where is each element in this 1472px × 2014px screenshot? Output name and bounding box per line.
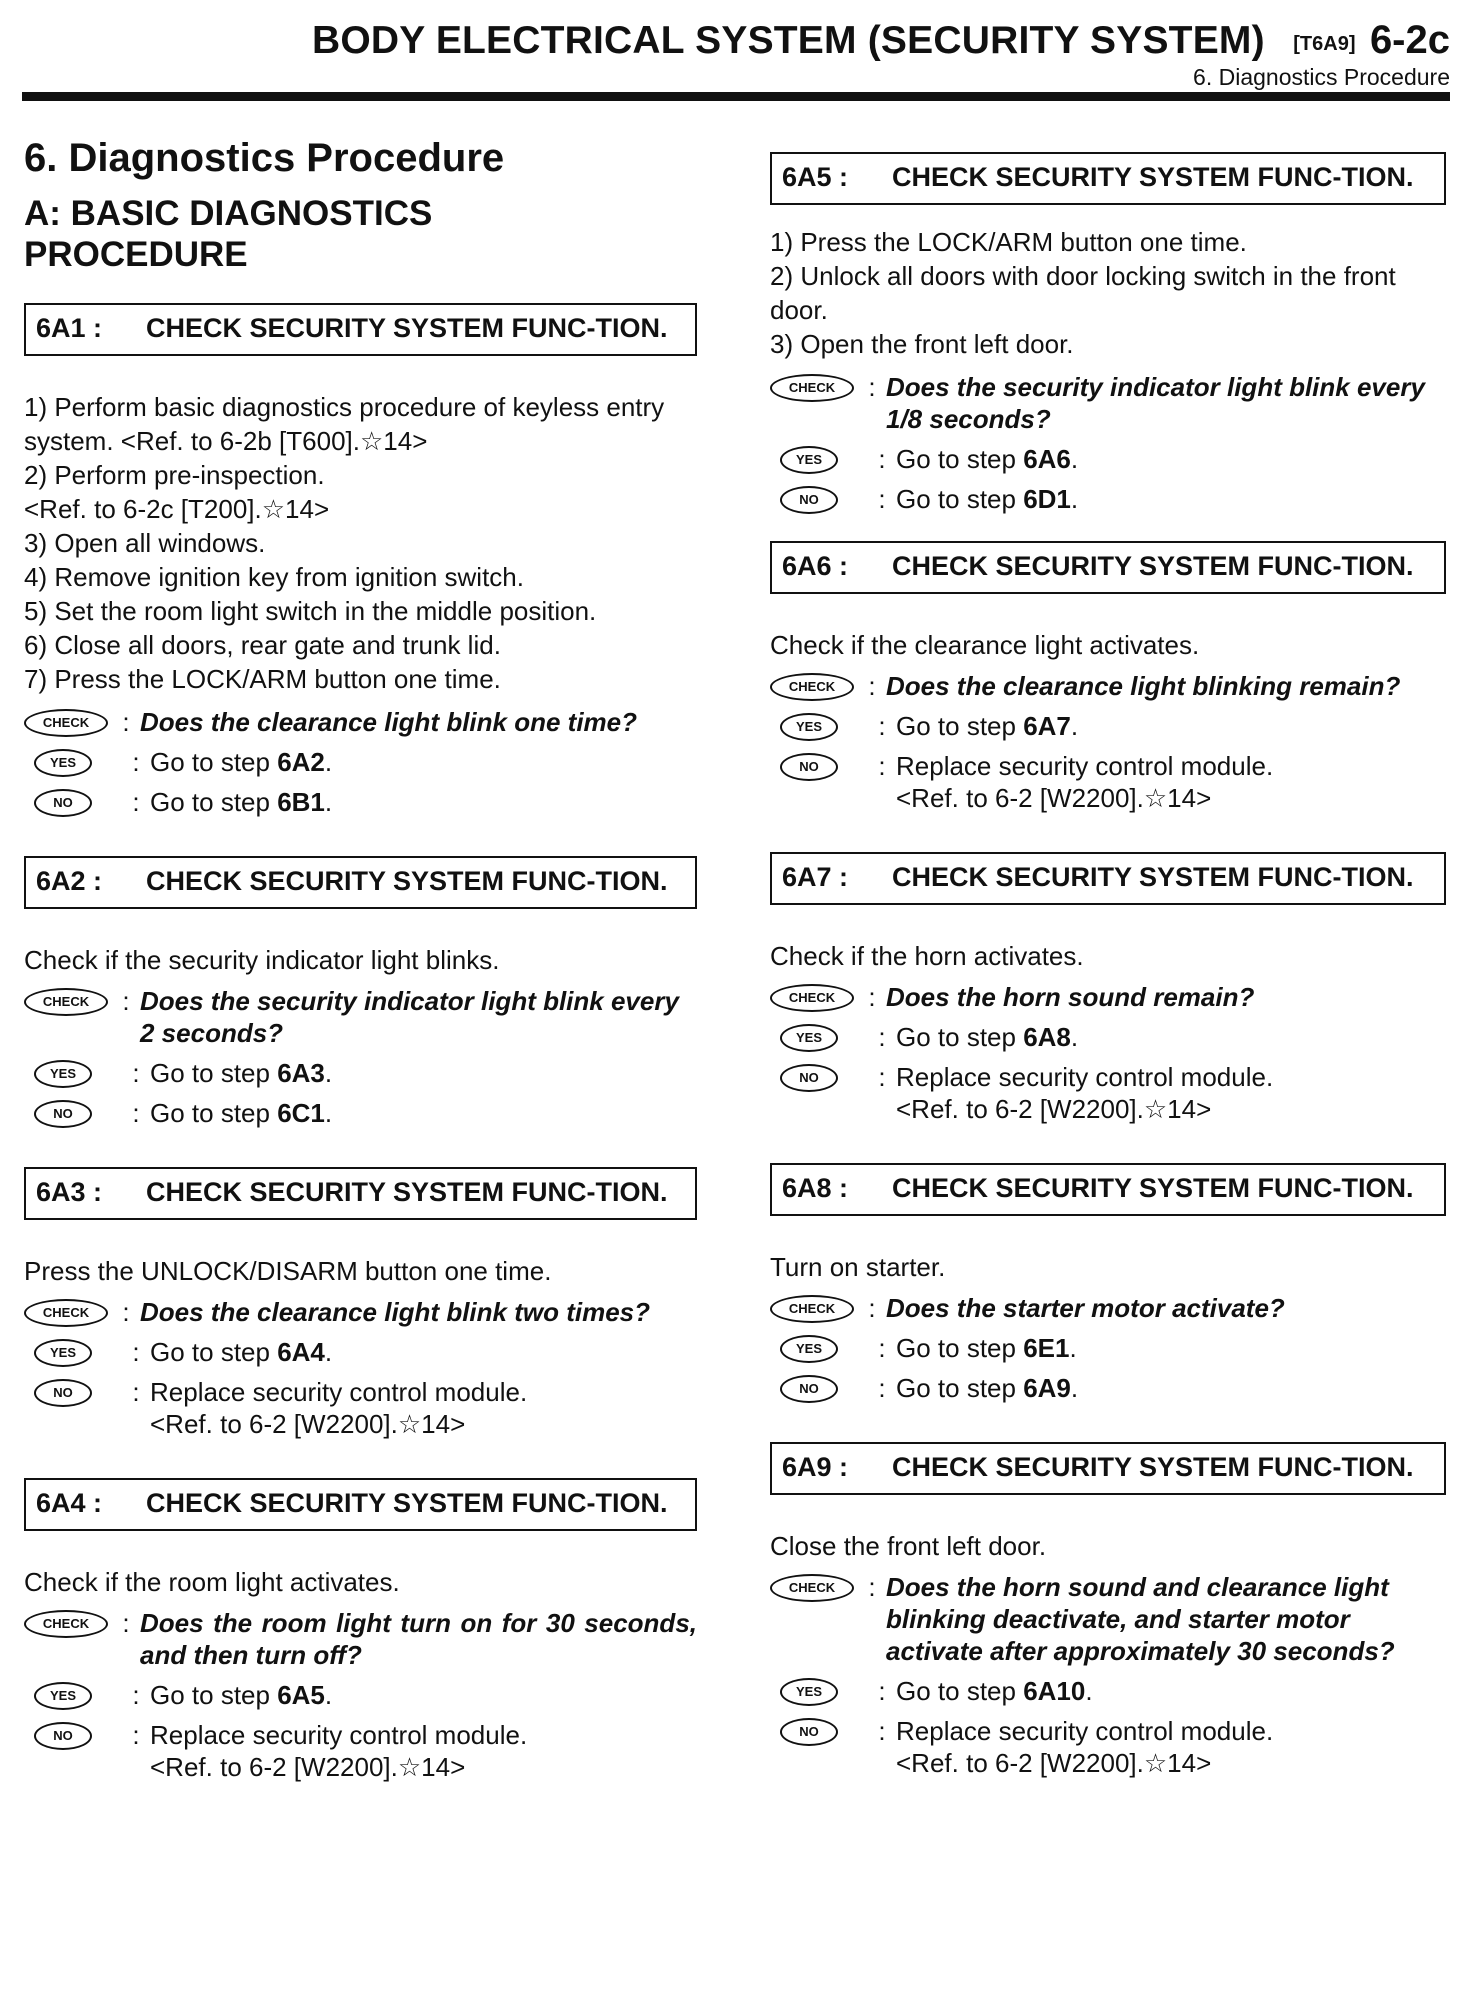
procedure-item: 4) Remove ignition key from ignition switch. — [24, 562, 524, 592]
check-question: Does the clearance light blink one time? — [140, 707, 638, 737]
check-question: Does the security indicator light blink every 1/8 seconds? — [886, 372, 1425, 434]
no-badge-icon: NO — [34, 1722, 92, 1750]
check-badge-icon: CHECK — [24, 709, 108, 737]
no-answer — [150, 1719, 697, 1783]
no-answer — [896, 750, 1446, 814]
yes-row-6A8: YES : Go to step 6E1. — [770, 1332, 1446, 1364]
header-section-code: [T6A9] — [1293, 33, 1356, 55]
yes-answer: Go to step 6A6. — [896, 444, 1079, 474]
yes-answer: Go to step 6A4. — [150, 1337, 333, 1367]
procedure-item: 3) Open all windows. — [24, 528, 266, 558]
no-badge-icon: NO — [34, 1379, 92, 1407]
procedure-text-6A9: Close the front left door. — [770, 1531, 1047, 1561]
yes-row-6A2: YES : Go to step 6A3. — [24, 1057, 697, 1089]
step-header-6A9 — [770, 1442, 1446, 1495]
procedure-item: 1) Perform basic diagnostics procedure of keyless entry system. <Ref. to 6-2b [T600].☆14> — [24, 392, 665, 456]
yes-badge-icon: YES — [34, 1682, 92, 1710]
step-title: CHECK SECURITY SYSTEM FUNC-TION. — [892, 862, 1414, 892]
header-section-name: 6. Diagnostics Procedure — [1193, 64, 1450, 90]
step-header-6A5 — [770, 152, 1446, 205]
procedure-list-6A5 — [770, 225, 1446, 361]
subsection-heading — [24, 193, 697, 275]
goto-step-ref: 6A9 — [1023, 1373, 1071, 1403]
no-answer-line1: Replace security control module. — [150, 1720, 528, 1750]
procedure-item: 2) Unlock all doors with door locking switch in the front door. — [770, 261, 1396, 325]
procedure-item: 1) Press the LOCK/ARM button one time. — [770, 227, 1247, 257]
yes-badge-icon: YES — [34, 749, 92, 777]
check-row-6A2: CHECK : Does the security indicator light blink every 2 seconds? — [24, 985, 697, 1049]
step-header-6A4 — [24, 1478, 697, 1531]
procedure-text-6A4: Check if the room light activates. — [24, 1567, 400, 1597]
goto-step-ref: 6A3 — [277, 1058, 325, 1088]
no-answer — [896, 1061, 1446, 1125]
check-badge-icon: CHECK — [24, 1299, 108, 1327]
yes-answer: Go to step 6A10. — [896, 1676, 1093, 1706]
no-badge-icon: NO — [780, 486, 838, 514]
step-id: 6A4 : — [36, 1488, 103, 1518]
check-question: Does the horn sound remain? — [886, 982, 1255, 1012]
procedure-item: 2) Perform pre-inspection. — [24, 460, 325, 490]
check-row-6A1: CHECK : Does the clearance light blink one time? — [24, 706, 697, 738]
no-badge-icon: NO — [780, 1375, 838, 1403]
no-answer-line1: Replace security control module. — [150, 1377, 528, 1407]
goto-step-ref: 6E1 — [1023, 1333, 1070, 1363]
goto-step-ref: 6D1 — [1023, 484, 1071, 514]
check-question: Does the room light turn on for 30 seconds, and then turn off? — [140, 1608, 697, 1670]
procedure-text-6A6: Check if the clearance light activates. — [770, 630, 1200, 660]
yes-badge-icon: YES — [780, 1678, 838, 1706]
step-title: CHECK SECURITY SYSTEM FUNC-TION. — [146, 866, 668, 896]
no-row-6A8: NO : Go to step 6A9. — [770, 1372, 1446, 1404]
reference-link[interactable]: <Ref. to 6-2 [W2200].☆14> — [150, 1752, 466, 1782]
no-answer-line1: Replace security control module. — [896, 751, 1274, 781]
no-row-6A6: NO : Replace security control module. <Ref. to 6-2 [W2200].☆14> — [770, 750, 1446, 814]
goto-step-ref: 6A7 — [1023, 711, 1071, 741]
subsection-heading-line1: A: BASIC DIAGNOSTICS — [24, 194, 433, 233]
yes-row-6A5: YES : Go to step 6A6. — [770, 443, 1446, 475]
yes-answer: Go to step 6A2. — [150, 747, 333, 777]
goto-step-ref: 6A6 — [1023, 444, 1071, 474]
no-answer — [150, 1376, 697, 1440]
step-title: CHECK SECURITY SYSTEM FUNC-TION. — [146, 1488, 668, 1518]
step-id: 6A7 : — [782, 862, 849, 892]
procedure-item: 3) Open the front left door. — [770, 329, 1074, 359]
check-question: Does the security indicator light blink every 2 seconds? — [140, 986, 679, 1048]
no-row-6A7: NO : Replace security control module. <Ref. to 6-2 [W2200].☆14> — [770, 1061, 1446, 1125]
no-badge-icon: NO — [780, 1064, 838, 1092]
section-heading: 6. Diagnostics Procedure — [24, 136, 505, 180]
goto-step-ref: 6A2 — [277, 747, 325, 777]
yes-badge-icon: YES — [34, 1339, 92, 1367]
step-title: CHECK SECURITY SYSTEM FUNC-TION. — [892, 1173, 1414, 1203]
step-title: CHECK SECURITY SYSTEM FUNC-TION. — [892, 551, 1414, 581]
no-answer: Go to step 6D1. — [896, 484, 1079, 514]
yes-answer: Go to step 6A7. — [896, 711, 1079, 741]
no-answer-line1: Replace security control module. — [896, 1716, 1274, 1746]
reference-link[interactable]: <Ref. to 6-2 [W2200].☆14> — [896, 1748, 1212, 1778]
step-id: 6A8 : — [782, 1173, 849, 1203]
no-row-6A9: NO : Replace security control module. <Ref. to 6-2 [W2200].☆14> — [770, 1715, 1446, 1779]
step-header-6A6 — [770, 541, 1446, 594]
no-row-6A2: NO : Go to step 6C1. — [24, 1097, 697, 1129]
no-answer-line1: Replace security control module. — [896, 1062, 1274, 1092]
check-question: Does the clearance light blink two times? — [140, 1297, 651, 1327]
step-header-6A2 — [24, 856, 697, 909]
procedure-text-6A7: Check if the horn activates. — [770, 941, 1084, 971]
right-column — [770, 152, 1446, 1787]
step-header-6A1 — [24, 303, 697, 356]
step-id: 6A2 : — [36, 866, 103, 896]
no-row-6A1: NO : Go to step 6B1. — [24, 786, 697, 818]
step-id: 6A5 : — [782, 162, 849, 192]
check-row-6A5: CHECK : Does the security indicator light blink every 1/8 seconds? — [770, 371, 1446, 435]
procedure-item: 5) Set the room light switch in the middle position. — [24, 596, 597, 626]
step-title: CHECK SECURITY SYSTEM FUNC-TION. — [146, 313, 668, 343]
check-row-6A7: CHECK : Does the horn sound remain? — [770, 981, 1446, 1013]
subsection-heading-line2: PROCEDURE — [24, 235, 248, 274]
check-question: Does the starter motor activate? — [886, 1293, 1285, 1323]
yes-row-6A1: YES : Go to step 6A2. — [24, 746, 697, 778]
no-badge-icon: NO — [780, 753, 838, 781]
goto-step-ref: 6A4 — [277, 1337, 325, 1367]
check-question: Does the clearance light blinking remain? — [886, 671, 1401, 701]
step-id: 6A3 : — [36, 1177, 103, 1207]
check-row-6A4: CHECK : Does the room light turn on for 30 seconds, and then turn off? — [24, 1607, 697, 1671]
no-answer: Go to step 6B1. — [150, 787, 333, 817]
goto-step-ref: 6A10 — [1023, 1676, 1086, 1706]
yes-badge-icon: YES — [34, 1060, 92, 1088]
no-row-6A4: NO : Replace security control module. <Ref. to 6-2 [W2200].☆14> — [24, 1719, 697, 1783]
yes-badge-icon: YES — [780, 713, 838, 741]
left-column — [24, 130, 697, 1791]
yes-row-6A6: YES : Go to step 6A7. — [770, 710, 1446, 742]
step-title: CHECK SECURITY SYSTEM FUNC-TION. — [146, 1177, 668, 1207]
no-answer — [896, 1715, 1446, 1779]
step-id: 6A1 : — [36, 313, 103, 343]
procedure-item: 6) Close all doors, rear gate and trunk lid. — [24, 630, 501, 660]
header-page-number: 6-2c — [1369, 18, 1450, 62]
yes-row-6A9: YES : Go to step 6A10. — [770, 1675, 1446, 1707]
no-badge-icon: NO — [34, 1100, 92, 1128]
step-header-6A8 — [770, 1163, 1446, 1216]
step-title: CHECK SECURITY SYSTEM FUNC-TION. — [892, 162, 1414, 192]
no-answer: Go to step 6A9. — [896, 1373, 1079, 1403]
yes-row-6A3: YES : Go to step 6A4. — [24, 1336, 697, 1368]
check-badge-icon: CHECK — [770, 374, 854, 402]
check-row-6A9: CHECK : Does the horn sound and clearance light blinking deactivate, and starter motor activate after approximately 30 seconds? — [770, 1571, 1446, 1667]
reference-link[interactable]: <Ref. to 6-2 [W2200].☆14> — [896, 783, 1212, 813]
procedure-text-6A8: Turn on starter. — [770, 1252, 946, 1282]
header-title-row — [312, 18, 1450, 63]
goto-step-ref: 6C1 — [277, 1098, 325, 1128]
header-rule — [22, 92, 1450, 101]
check-row-6A8: CHECK : Does the starter motor activate? — [770, 1292, 1446, 1324]
procedure-item: <Ref. to 6-2c [T200].☆14> — [24, 494, 330, 524]
goto-step-ref: 6B1 — [277, 787, 325, 817]
procedure-text-6A2: Check if the security indicator light blinks. — [24, 945, 500, 975]
yes-answer: Go to step 6E1. — [896, 1333, 1077, 1363]
procedure-list-6A1 — [24, 390, 697, 696]
yes-row-6A7: YES : Go to step 6A8. — [770, 1021, 1446, 1053]
page-header — [22, 0, 1450, 104]
procedure-text-6A3: Press the UNLOCK/DISARM button one time. — [24, 1256, 552, 1286]
check-row-6A3: CHECK : Does the clearance light blink two times? — [24, 1296, 697, 1328]
yes-badge-icon: YES — [780, 446, 838, 474]
reference-link[interactable]: <Ref. to 6-2 [W2200].☆14> — [896, 1094, 1212, 1124]
no-row-6A5: NO : Go to step 6D1. — [770, 483, 1446, 515]
yes-answer: Go to step 6A5. — [150, 1680, 333, 1710]
step-id: 6A6 : — [782, 551, 849, 581]
no-row-6A3: NO : Replace security control module. <Ref. to 6-2 [W2200].☆14> — [24, 1376, 697, 1440]
header-title: BODY ELECTRICAL SYSTEM (SECURITY SYSTEM) — [312, 19, 1265, 62]
check-badge-icon: CHECK — [770, 984, 854, 1012]
procedure-item: 7) Press the LOCK/ARM button one time. — [24, 664, 501, 694]
check-question: Does the horn sound and clearance light blinking deactivate, and starter motor activate after approximately 30 seconds? — [886, 1572, 1395, 1666]
check-badge-icon: CHECK — [770, 1295, 854, 1323]
yes-answer: Go to step 6A8. — [896, 1022, 1079, 1052]
yes-row-6A4: YES : Go to step 6A5. — [24, 1679, 697, 1711]
no-answer: Go to step 6C1. — [150, 1098, 333, 1128]
goto-step-ref: 6A8 — [1023, 1022, 1071, 1052]
step-header-6A7 — [770, 852, 1446, 905]
check-badge-icon: CHECK — [770, 673, 854, 701]
reference-link[interactable]: <Ref. to 6-2 [W2200].☆14> — [150, 1409, 466, 1439]
check-row-6A6: CHECK : Does the clearance light blinking remain? — [770, 670, 1446, 702]
step-id: 6A9 : — [782, 1452, 849, 1482]
step-header-6A3 — [24, 1167, 697, 1220]
yes-badge-icon: YES — [780, 1024, 838, 1052]
goto-step-ref: 6A5 — [277, 1680, 325, 1710]
yes-answer: Go to step 6A3. — [150, 1058, 333, 1088]
yes-badge-icon: YES — [780, 1335, 838, 1363]
check-badge-icon: CHECK — [24, 988, 108, 1016]
no-badge-icon: NO — [34, 789, 92, 817]
check-badge-icon: CHECK — [770, 1574, 854, 1602]
step-title: CHECK SECURITY SYSTEM FUNC-TION. — [892, 1452, 1414, 1482]
check-badge-icon: CHECK — [24, 1610, 108, 1638]
no-badge-icon: NO — [780, 1718, 838, 1746]
